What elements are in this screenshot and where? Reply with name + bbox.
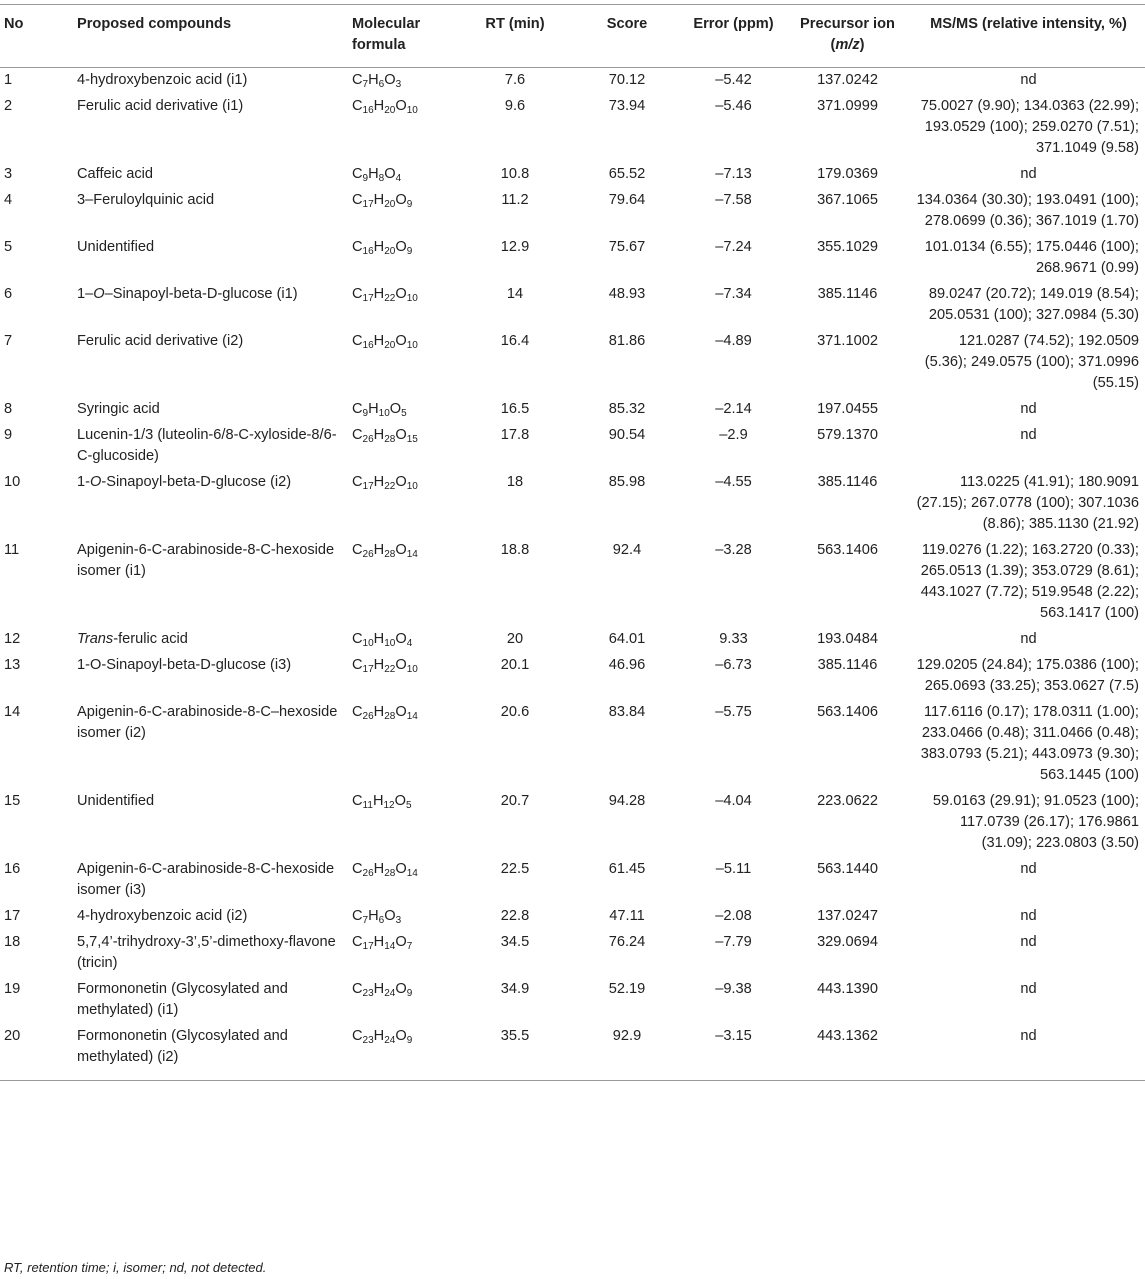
row-precursor: 385.1146 — [817, 286, 878, 302]
row-no: 1 — [4, 72, 13, 88]
row-precursor: 563.1440 — [817, 861, 878, 877]
row-rt: 22.5 — [500, 861, 530, 877]
row-msms: nd — [1020, 908, 1037, 924]
row-compound: Ferulic acid derivative (i1) — [77, 98, 244, 114]
row-msms: 75.0027 (9.90); 134.0363 (22.99); 193.0529 (100); 259.0270 (7.51); 371.1049 (9.58) — [920, 98, 1139, 156]
row-score: 64.01 — [608, 631, 646, 647]
row-no: 18 — [4, 934, 21, 950]
table-row — [0, 397, 1145, 423]
row-precursor: 137.0242 — [817, 72, 878, 88]
table-row — [0, 1024, 1145, 1081]
table-row — [0, 789, 1145, 857]
row-error: –7.34 — [715, 286, 752, 302]
row-compound: Caffeic acid — [77, 166, 153, 182]
header-no: No — [0, 5, 73, 68]
row-msms: 113.0225 (41.91); 180.9091 (27.15); 267.0778 (100); 307.1036 (8.86); 385.1130 (21.92) — [916, 474, 1139, 532]
row-compound: Apigenin-6-C-arabinoside-8-C–hexoside isomer (i2) — [77, 704, 338, 741]
row-formula: $C_{23}H_{24}O_9$ — [352, 981, 413, 999]
row-precursor: 443.1362 — [783, 1024, 912, 1081]
row-compound: 4-hydroxybenzoic acid (i1) — [77, 72, 248, 88]
row-formula: $C_{17}H_{22}O_{10}$ — [352, 474, 418, 492]
row-rt: 11.2 — [501, 192, 529, 208]
row-formula: $C_7H_6O_3$ — [352, 908, 402, 926]
row-precursor: 355.1029 — [817, 239, 878, 255]
header-precursor: Precursor ion (m/z) — [783, 5, 912, 68]
row-formula: $C_{26}H_{28}O_{14}$ — [352, 704, 418, 722]
row-formula: $C_{16}H_{20}O_{10}$ — [352, 98, 418, 116]
row-error: –5.42 — [715, 72, 752, 88]
row-precursor: 367.1065 — [817, 192, 878, 208]
row-formula: $C_{10}H_{10}O_4$ — [352, 631, 413, 649]
row-compound: Apigenin-6-C-arabinoside-8-C-hexoside isomer (i1) — [77, 542, 335, 579]
row-compound: Formononetin (Glycosylated and methylated) (i2) — [73, 1024, 348, 1081]
row-rt: 14 — [506, 286, 524, 302]
row-error: –7.24 — [715, 239, 752, 255]
row-rt: 34.5 — [500, 934, 530, 950]
row-rt: 22.8 — [500, 908, 530, 924]
row-formula: $C_7H_6O_3$ — [352, 72, 402, 90]
row-formula: $C_{26}H_{28}O_{14}$ — [352, 542, 418, 560]
row-rt: 18 — [506, 474, 524, 490]
row-rt: 9.6 — [504, 98, 526, 114]
row-no: 20 — [0, 1024, 73, 1081]
table-row — [0, 627, 1145, 653]
row-no: 19 — [4, 981, 21, 997]
row-msms: nd — [1020, 401, 1037, 417]
row-precursor: 329.0694 — [817, 934, 878, 950]
table-row — [0, 904, 1145, 930]
row-no: 10 — [4, 474, 21, 490]
row-error: –7.13 — [715, 166, 752, 182]
footnote: RT, retention time; i, isomer; nd, not detected. — [4, 1260, 267, 1275]
row-precursor: 197.0455 — [817, 401, 878, 417]
row-msms: nd — [1020, 72, 1037, 88]
row-rt: 7.6 — [504, 72, 526, 88]
row-formula: $C_{17}H_{22}O_{10}$ — [352, 657, 418, 675]
header-score: Score — [570, 5, 684, 68]
row-formula: $C_{23}H_{24}O_9$ — [348, 1024, 460, 1081]
row-rt: 34.9 — [500, 981, 530, 997]
row-no: 8 — [4, 401, 13, 417]
row-compound: Formononetin (Glycosylated and methylated) (i1) — [77, 981, 288, 1018]
table-header — [0, 5, 1145, 68]
table-row — [0, 653, 1145, 700]
row-score: 61.45 — [608, 861, 646, 877]
row-rt: 20 — [506, 631, 524, 647]
row-msms: nd — [1020, 166, 1037, 182]
row-rt: 20.7 — [500, 793, 530, 809]
row-formula: $C_9H_{10}O_5$ — [352, 401, 407, 419]
table-row — [0, 857, 1145, 904]
row-rt: 16.4 — [500, 333, 530, 349]
header-compound: Proposed compounds — [73, 5, 348, 68]
row-no: 5 — [4, 239, 13, 255]
row-compound: Trans-ferulic acid — [77, 631, 188, 647]
row-formula: $C_{11}H_{12}O_5$ — [352, 793, 412, 811]
row-error: –3.15 — [684, 1024, 783, 1081]
table-row — [0, 188, 1145, 235]
row-no: 7 — [4, 333, 13, 349]
row-precursor: 179.0369 — [817, 166, 878, 182]
row-msms: 117.6116 (0.17); 178.0311 (1.00); 233.0466 (0.48); 311.0466 (0.48); 383.0793 (5.21); 443.0973 (9.30); 563.1445 (100) — [920, 704, 1139, 783]
row-score: 70.12 — [608, 72, 646, 88]
row-no: 13 — [4, 657, 21, 673]
row-score: 76.24 — [608, 934, 646, 950]
row-no: 6 — [4, 286, 13, 302]
row-error: –5.75 — [715, 704, 752, 720]
row-precursor: 137.0247 — [817, 908, 878, 924]
row-error: –2.08 — [715, 908, 752, 924]
row-precursor: 385.1146 — [817, 474, 878, 490]
row-no: 2 — [4, 98, 13, 114]
table-row — [0, 68, 1145, 95]
row-score: 75.67 — [608, 239, 646, 255]
row-score: 92.9 — [570, 1024, 684, 1081]
row-formula: $C_{26}H_{28}O_{15}$ — [352, 427, 418, 445]
row-formula: $C_{17}H_{14}O_7$ — [352, 934, 413, 952]
row-precursor: 371.0999 — [817, 98, 878, 114]
row-precursor: 193.0484 — [817, 631, 878, 647]
row-msms: 101.0134 (6.55); 175.0446 (100); 268.9671 (0.99) — [924, 239, 1139, 276]
row-error: –3.28 — [715, 542, 752, 558]
row-msms: 121.0287 (74.52); 192.0509 (5.36); 249.0575 (100); 371.0996 (55.15) — [924, 333, 1139, 391]
row-no: 17 — [4, 908, 21, 924]
row-rt: 16.5 — [500, 401, 530, 417]
table-row — [0, 423, 1145, 470]
header-rt: RT (min) — [460, 5, 570, 68]
row-msms: nd — [1020, 934, 1037, 950]
table-row — [0, 235, 1145, 282]
table-row — [0, 282, 1145, 329]
row-rt: 35.5 — [460, 1024, 570, 1081]
row-no: 12 — [4, 631, 21, 647]
row-error: –2.9 — [719, 427, 748, 443]
row-msms: 134.0364 (30.30); 193.0491 (100); 278.0699 (0.36); 367.1019 (1.70) — [916, 192, 1139, 229]
row-error: –7.58 — [715, 192, 752, 208]
row-error: –4.55 — [715, 474, 752, 490]
table-row — [0, 538, 1145, 627]
row-msms: nd — [1020, 427, 1037, 443]
row-score: 48.93 — [608, 286, 646, 302]
row-no: 4 — [4, 192, 13, 208]
header-msms: MS/MS (relative intensity, %) — [912, 5, 1145, 68]
row-compound: Syringic acid — [77, 401, 160, 417]
row-score: 92.4 — [612, 542, 642, 558]
row-error: –4.04 — [715, 793, 752, 809]
row-precursor: 385.1146 — [817, 657, 878, 673]
row-score: 65.52 — [608, 166, 646, 182]
row-msms: nd — [1020, 631, 1037, 647]
row-error: 9.33 — [719, 631, 748, 647]
row-precursor: 563.1406 — [817, 704, 878, 720]
row-error: –5.46 — [715, 98, 752, 114]
row-score: 85.98 — [608, 474, 646, 490]
row-error: –4.89 — [715, 333, 752, 349]
row-compound: 1-O-Sinapoyl-beta-D-glucose (i3) — [77, 657, 292, 673]
row-no: 11 — [4, 542, 20, 558]
row-msms: 59.0163 (29.91); 91.0523 (100); 117.0739 (26.17); 176.9861 (31.09); 223.0803 (3.50) — [932, 793, 1139, 851]
table-row — [0, 329, 1145, 397]
row-rt: 20.6 — [500, 704, 530, 720]
row-score: 47.11 — [609, 908, 645, 924]
row-error: –7.79 — [715, 934, 752, 950]
row-score: 94.28 — [608, 793, 646, 809]
row-precursor: 443.1390 — [817, 981, 878, 997]
row-formula: $C_9H_8O_4$ — [352, 166, 402, 184]
table-row — [0, 930, 1145, 977]
row-compound: 1-O-Sinapoyl-beta-D-glucose (i2) — [77, 474, 292, 490]
row-no: 9 — [4, 427, 13, 443]
row-msms: 89.0247 (20.72); 149.019 (8.54); 205.0531 (100); 327.0984 (5.30) — [928, 286, 1139, 323]
row-compound: Apigenin-6-C-arabinoside-8-C-hexoside isomer (i3) — [77, 861, 335, 898]
row-formula: $C_{17}H_{22}O_{10}$ — [352, 286, 418, 304]
row-no: 15 — [4, 793, 21, 809]
header-formula: Molecular formula — [348, 5, 460, 68]
row-compound: 4-hydroxybenzoic acid (i2) — [77, 908, 248, 924]
row-no: 16 — [4, 861, 21, 877]
row-rt: 20.1 — [500, 657, 530, 673]
row-score: 81.86 — [608, 333, 646, 349]
row-rt: 12.9 — [500, 239, 530, 255]
row-rt: 17.8 — [500, 427, 530, 443]
row-msms: 129.0205 (24.84); 175.0386 (100); 265.0693 (33.25); 353.0627 (7.5) — [916, 657, 1139, 694]
row-rt: 18.8 — [500, 542, 530, 558]
compounds-table — [0, 4, 1145, 1081]
row-error: –5.11 — [715, 861, 752, 877]
row-compound: Ferulic acid derivative (i2) — [77, 333, 244, 349]
row-no: 3 — [4, 166, 13, 182]
row-rt: 10.8 — [500, 166, 530, 182]
table-row — [0, 700, 1145, 789]
row-msms: nd — [1020, 981, 1037, 997]
row-msms: nd — [1020, 861, 1037, 877]
table-row — [0, 162, 1145, 188]
row-msms: 119.0276 (1.22); 163.2720 (0.33); 265.0513 (1.39); 353.0729 (8.61); 443.1027 (7.72); 519.9548 (2.22); 563.1417 (100) — [920, 542, 1139, 621]
row-compound: 1–O–Sinapoyl-beta-D-glucose (i1) — [77, 286, 298, 302]
row-formula: $C_{16}H_{20}O_9$ — [352, 239, 413, 257]
row-compound: Lucenin-1/3 (luteolin-6/8-C-xyloside-8/6-C-glucoside) — [77, 427, 337, 464]
table-row — [0, 94, 1145, 162]
table-row — [0, 470, 1145, 538]
row-score: 90.54 — [608, 427, 646, 443]
row-formula: $C_{16}H_{20}O_{10}$ — [352, 333, 418, 351]
row-score: 52.19 — [608, 981, 646, 997]
table-body — [0, 68, 1145, 1081]
row-precursor: 371.1002 — [817, 333, 878, 349]
row-precursor: 563.1406 — [817, 542, 878, 558]
row-compound: Unidentified — [77, 793, 155, 809]
row-compound: Unidentified — [77, 239, 155, 255]
row-error: –6.73 — [715, 657, 752, 673]
header-error: Error (ppm) — [684, 5, 783, 68]
row-score: 73.94 — [608, 98, 646, 114]
row-precursor: 223.0622 — [817, 793, 878, 809]
row-formula: $C_{26}H_{28}O_{14}$ — [352, 861, 418, 879]
row-compound: 3–Feruloylquinic acid — [77, 192, 215, 208]
table-row — [0, 977, 1145, 1024]
row-score: 46.96 — [608, 657, 646, 673]
row-score: 85.32 — [608, 401, 646, 417]
row-score: 79.64 — [608, 192, 646, 208]
row-formula: $C_{17}H_{20}O_9$ — [352, 192, 413, 210]
row-score: 83.84 — [608, 704, 646, 720]
row-msms: nd — [912, 1024, 1145, 1081]
row-no: 14 — [4, 704, 21, 720]
row-precursor: 579.1370 — [817, 427, 878, 443]
row-error: –2.14 — [715, 401, 752, 417]
row-compound: 5,7,4’-trihydroxy-3’,5’-dimethoxy-flavone (tricin) — [77, 934, 336, 971]
row-error: –9.38 — [715, 981, 752, 997]
